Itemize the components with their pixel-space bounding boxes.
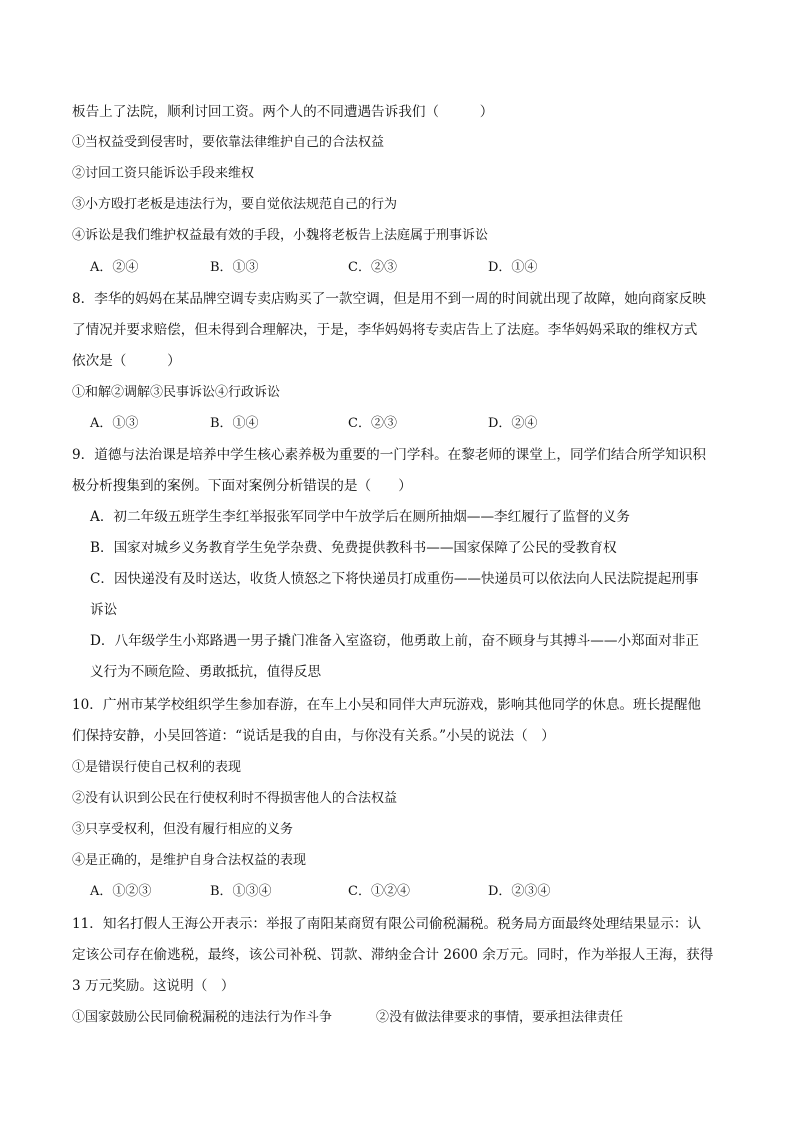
q7-option-c: C．②③ [348, 260, 397, 275]
q7-statement-4: ④诉讼是我们维护权益最有效的手段，小魏将老板告上法庭属于刑事诉讼 [72, 228, 489, 243]
q7-option-d: D．①④ [488, 260, 538, 275]
q11-stem-line-2: 定该公司存在偷逃税，最终，该公司补税、罚款、滞纳金合计 2600 余万元。同时，作为举报人王海，获得 [72, 947, 714, 963]
q9-stem-line-1: 9．道德与法治课是培养中学生核心素养极为重要的一门学科。在黎老师的课堂上，同学们结合所学知识积 [72, 447, 706, 463]
q11-stem-line-1: 11．知名打假人王海公开表示：举报了南阳某商贸有限公司偷税漏税。税务局方面最终处理结果显示：认 [72, 916, 702, 932]
q7-option-a: A．②④ [90, 260, 139, 275]
q10-statement-3: ③只享受权利，但没有履行相应的义务 [72, 822, 294, 837]
q8-statements: ①和解②调解③民事诉讼④行政诉讼 [72, 385, 281, 400]
q10-statement-4: ④是正确的，是维护自身合法权益的表现 [72, 853, 307, 868]
q9-option-a: A．初二年级五班学生李红举报张军同学中午放学后在厕所抽烟——李红履行了监督的义务 [90, 509, 630, 525]
q9-option-c-continued: 诉讼 [90, 602, 118, 618]
q10-statement-2: ②没有认识到公民在行使权利时不得损害他人的合法权益 [72, 791, 398, 806]
q9-option-c: C．因快递没有及时送达，收货人愤怒之下将快递员打成重伤——快递员可以依法向人民法院提起刑事 [90, 571, 699, 587]
q10-stem-line-2: 们保持安静，小吴回答道：“说话是我的自由，与你没有关系。”小吴的说法（ ） [72, 728, 555, 744]
q10-option-c: C．①②④ [348, 884, 410, 899]
q10-option-d: D．②③④ [488, 884, 551, 899]
q11-statement-1: ①国家鼓励公民同偷税漏税的违法行为作斗争 [72, 1010, 333, 1025]
q9-stem-line-2: 极分析搜集到的案例。下面对案例分析错误的是（ ） [72, 478, 412, 494]
q10-statement-1: ①是错误行使自己权利的表现 [72, 760, 242, 775]
q7-stem-tail: 板告上了法院，顺利讨回工资。两个人的不同遭遇告诉我们（ ） [72, 104, 494, 120]
q10-stem-line-1: 10．广州市某学校组织学生参加春游，在车上小吴和同伴大声玩游戏，影响其他同学的休息。班长提醒他 [72, 697, 702, 713]
q8-stem-line-1: 8．李华的妈妈在某品牌空调专卖店购买了一款空调，但是用不到一周的时间就出现了故障，她向商家反映 [72, 291, 706, 307]
q8-option-c: C．②③ [348, 416, 397, 431]
q8-stem-line-2: 了情况并要求赔偿，但未得到合理解决，于是，李华妈妈将专卖店告上了法庭。李华妈妈采取的维权方式 [72, 322, 698, 338]
q10-option-a: A．①②③ [90, 884, 152, 899]
q7-statement-2: ②讨回工资只能诉讼手段来维权 [72, 166, 255, 181]
q7-option-b: B．①③ [210, 260, 259, 275]
q8-stem-line-3: 依次是（ ） [72, 353, 181, 369]
q9-option-d-continued: 义行为不顾危险、勇敢抵抗，值得反思 [90, 664, 322, 680]
q7-statement-1: ①当权益受到侵害时，要依靠法律维护自己的合法权益 [72, 135, 385, 150]
q11-stem-line-3: 3 万元奖励。这说明（ ） [72, 978, 235, 994]
q8-option-b: B．①④ [210, 416, 259, 431]
q7-statement-3: ③小方殴打老板是违法行为，要自觉依法规范自己的行为 [72, 197, 398, 212]
q9-option-b: B．国家对城乡义务教育学生免学杂费、免费提供教科书——国家保障了公民的受教育权 [90, 540, 617, 556]
q11-statement-2: ②没有做法律要求的事情，要承担法律责任 [376, 1010, 624, 1025]
q9-option-d: D．八年级学生小郑路遇一男子撬门准备入室盗窃，他勇敢上前，奋不顾身与其搏斗——小郑面对非正 [90, 633, 700, 649]
q8-option-d: D．②④ [488, 416, 538, 431]
q8-option-a: A．①③ [90, 416, 139, 431]
q10-option-b: B．①③④ [210, 884, 272, 899]
